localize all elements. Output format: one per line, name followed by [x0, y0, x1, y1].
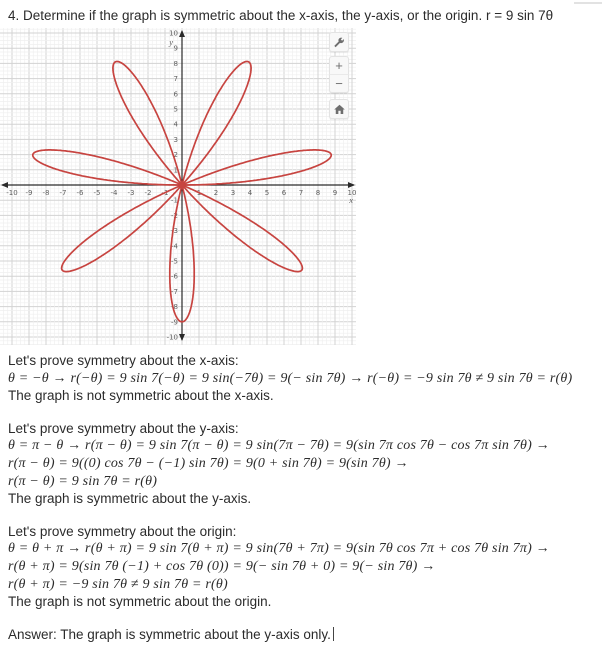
svg-text:-5: -5	[171, 257, 178, 266]
svg-text:-4: -4	[110, 189, 118, 197]
svg-text:10: 10	[169, 29, 178, 38]
svg-text:y: y	[169, 37, 173, 47]
svg-text:9: 9	[173, 44, 178, 53]
svg-text:-6: -6	[76, 189, 84, 197]
svg-text:-5: -5	[93, 189, 101, 197]
solution-text	[8, 352, 608, 643]
screenshot-edge-artifact	[574, 2, 602, 4]
svg-text:6: 6	[281, 189, 287, 197]
math-line: r(θ + π) = −9 sin 7θ ≠ 9 sin 7θ = r(θ)	[8, 576, 228, 592]
svg-text:7: 7	[298, 189, 304, 197]
svg-text:-10: -10	[6, 189, 18, 197]
svg-text:-2: -2	[144, 189, 152, 197]
section-conclusion: The graph is not symmetric about the origin.	[8, 594, 272, 610]
question-title: 4. Determine if the graph is symmetric about the x-axis, the y-axis, or the origin. r = 9 sin 7θ	[8, 8, 554, 23]
svg-text:3: 3	[173, 135, 178, 144]
section-heading: Let's prove symmetry about the x-axis:	[8, 353, 239, 368]
svg-text:-7: -7	[59, 189, 67, 197]
graph-panel	[0, 28, 356, 345]
svg-text:10: 10	[347, 189, 356, 197]
svg-text:2: 2	[213, 189, 219, 197]
svg-text:7: 7	[173, 75, 178, 84]
svg-text:8: 8	[173, 59, 178, 68]
zoom-out-button[interactable]	[329, 74, 349, 93]
answer-text: Answer: The graph is symmetric about the y-axis only.	[8, 626, 331, 642]
svg-text:1: 1	[173, 166, 178, 175]
svg-text:-9: -9	[25, 189, 33, 197]
svg-text:2: 2	[173, 151, 178, 160]
math-line: r(π − θ) = 9((0) cos 7θ − (−1) sin 7θ) = 9(0 + sin 7θ) = 9(sin 7θ) →	[8, 455, 409, 471]
svg-text:4: 4	[173, 120, 178, 129]
section-conclusion: The graph is not symmetric about the x-axis.	[8, 388, 274, 404]
svg-text:8: 8	[315, 189, 321, 197]
svg-text:-6: -6	[171, 272, 178, 281]
math-line: r(π − θ) = 9 sin 7θ = r(θ)	[8, 473, 158, 489]
math-line: r(θ + π) = 9(sin 7θ (−1) + cos 7θ (0)) = 9(− sin 7θ + 0) = 9(− sin 7θ) →	[8, 558, 436, 574]
section-heading: Let's prove symmetry about the y-axis:	[8, 420, 239, 436]
svg-text:-1: -1	[171, 196, 178, 205]
svg-text:-8: -8	[171, 303, 178, 312]
svg-text:-3: -3	[127, 189, 135, 197]
section-conclusion: The graph is symmetric about the y-axis.	[8, 491, 252, 507]
svg-text:-3: -3	[171, 227, 178, 236]
svg-text:9: 9	[332, 189, 338, 197]
svg-text:4: 4	[247, 189, 253, 197]
svg-text:-4: -4	[171, 242, 178, 251]
math-line: θ = θ + π → r(θ + π) = 9 sin 7(θ + π) = 9 sin(7θ + 7π) = 9(sin 7θ cos 7π + cos 7θ sin 7π) →	[8, 541, 550, 557]
text-cursor	[333, 627, 334, 641]
math-line: θ = −θ → r(−θ) = 9 sin 7(−θ) = 9 sin(−7θ) = 9(− sin 7θ) → r(−θ) = −9 sin 7θ ≠ 9 sin 7θ = r(θ)	[8, 370, 573, 386]
svg-text:-7: -7	[171, 287, 178, 296]
svg-text:5: 5	[173, 105, 178, 114]
svg-text:1: 1	[196, 189, 202, 197]
origin-symmetry-section	[8, 523, 608, 611]
graph-settings-button[interactable]	[329, 32, 349, 52]
default-view-button[interactable]	[329, 99, 349, 119]
svg-text:x: x	[349, 195, 353, 205]
svg-text:3: 3	[230, 189, 236, 197]
svg-text:6: 6	[173, 90, 178, 99]
wrench-icon	[333, 36, 346, 49]
section-heading: Let's prove symmetry about the origin:	[8, 523, 237, 539]
minus-icon: −	[335, 76, 343, 91]
answer-line	[8, 626, 608, 644]
plus-icon: +	[335, 58, 343, 73]
x-axis-symmetry-section	[8, 352, 608, 405]
zoom-in-button[interactable]	[329, 56, 349, 75]
svg-text:5: 5	[264, 189, 270, 197]
y-axis-symmetry-section	[8, 420, 608, 508]
svg-text:-10: -10	[166, 333, 178, 342]
math-line: θ = π − θ → r(π − θ) = 9 sin 7(π − θ) = 9 sin(7π − 7θ) = 9(sin 7π cos 7θ − cos 7π sin 7θ) →	[8, 438, 550, 454]
svg-text:-2: -2	[171, 211, 178, 220]
svg-text:-8: -8	[42, 189, 50, 197]
rose-graph-svg	[0, 28, 356, 345]
home-icon	[333, 103, 346, 116]
svg-text:-9: -9	[171, 318, 178, 327]
svg-text:-1: -1	[161, 189, 169, 197]
